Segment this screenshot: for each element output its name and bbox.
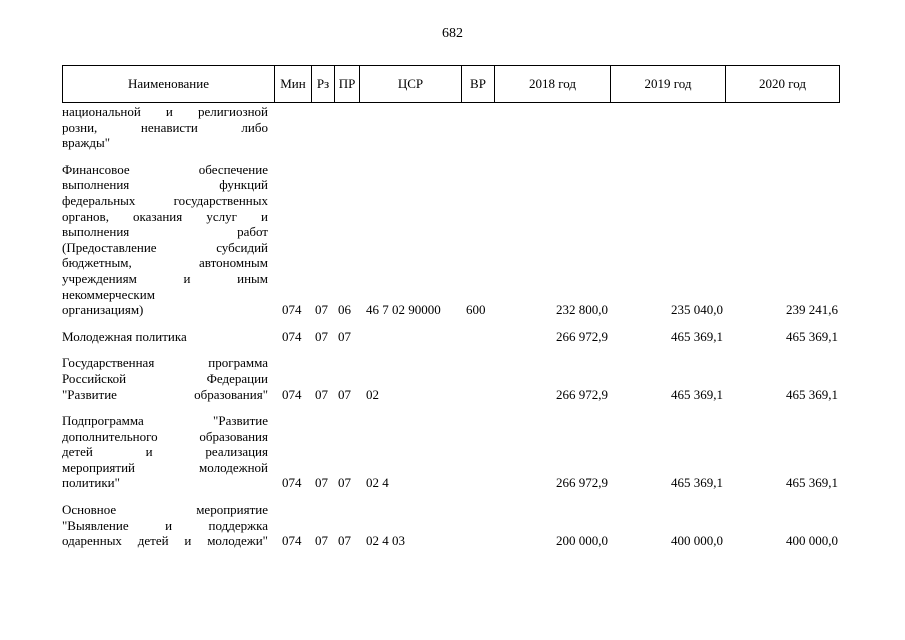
row-name-line: организациям) [62, 302, 144, 318]
row-name-line: Подпрограмма "Развитие [62, 413, 268, 429]
cell-rz: 07 [315, 328, 328, 344]
row-name [62, 355, 268, 402]
row-name [62, 162, 268, 318]
cell-2020: 239 241,6 [786, 302, 838, 318]
cell-rz: 07 [315, 533, 328, 549]
header-2019: 2019 год [610, 66, 725, 102]
cell-min: 074 [282, 386, 302, 402]
cell-2018: 266 972,9 [556, 328, 608, 344]
cell-2019: 465 369,1 [671, 475, 723, 491]
header-2020: 2020 год [725, 66, 840, 102]
cell-2019: 465 369,1 [671, 386, 723, 402]
cell-pr: 07 [338, 533, 351, 549]
row-name-line: Российской Федерации [62, 370, 268, 386]
header-2018: 2018 год [494, 66, 610, 102]
cell-min: 074 [282, 328, 302, 344]
row-name-line: мероприятий молодежной [62, 459, 268, 475]
row-name-line: органов, оказания услуг и [62, 208, 268, 224]
table-row [62, 413, 840, 491]
cell-pr: 07 [338, 475, 351, 491]
row-name-line: учреждениям и иным [62, 270, 268, 286]
cell-2020: 465 369,1 [786, 475, 838, 491]
cell-2018: 232 800,0 [556, 302, 608, 318]
row-name-line: "Развитие образования" [62, 386, 268, 402]
cell-rz: 07 [315, 302, 328, 318]
row-name-line: федеральных государственных [62, 192, 268, 208]
row-name-line: Финансовое обеспечение [62, 161, 268, 177]
row-name-line: Государственная программа [62, 355, 268, 371]
cell-rz: 07 [315, 475, 328, 491]
row-name [62, 413, 268, 491]
table-row [62, 162, 840, 318]
row-name-line: дополнительного образования [62, 428, 268, 444]
header-rz: Рз [311, 66, 334, 102]
cell-2019: 465 369,1 [671, 328, 723, 344]
cell-2018: 266 972,9 [556, 386, 608, 402]
cell-csr: 02 4 [366, 475, 389, 491]
header-min: Мин [274, 66, 311, 102]
cell-min: 074 [282, 302, 302, 318]
cell-2020: 465 369,1 [786, 386, 838, 402]
table-row [62, 502, 840, 549]
cell-min: 074 [282, 533, 302, 549]
row-name [62, 104, 268, 151]
row-name-line: розни, ненависти либо [62, 119, 268, 135]
row-name-line: детей и реализация [62, 444, 268, 460]
row-name-line: выполнения функций [62, 177, 268, 193]
row-name-line: Основное мероприятие [62, 502, 268, 518]
row-name [62, 329, 268, 345]
row-name-line: одаренных детей и молодежи" [62, 533, 268, 549]
cell-csr: 46 7 02 90000 [366, 302, 441, 318]
table-row [62, 329, 840, 345]
cell-2018: 200 000,0 [556, 533, 608, 549]
cell-2018: 266 972,9 [556, 475, 608, 491]
header-csr: ЦСР [359, 66, 461, 102]
table-row [62, 104, 840, 151]
header-name: Наименование [62, 66, 274, 102]
cell-pr: 07 [338, 386, 351, 402]
table-header [62, 65, 840, 103]
header-pr: ПР [334, 66, 359, 102]
row-name [62, 502, 268, 549]
row-name-line: вражды" [62, 135, 111, 151]
cell-vr: 600 [466, 302, 486, 318]
cell-min: 074 [282, 475, 302, 491]
row-name-line: некоммерческим [62, 286, 155, 302]
table-body [62, 104, 840, 560]
cell-csr: 02 [366, 386, 379, 402]
row-name-line: (Предоставление субсидий [62, 239, 268, 255]
cell-csr: 02 4 03 [366, 533, 405, 549]
cell-2019: 400 000,0 [671, 533, 723, 549]
row-name-line: бюджетным, автономным [62, 255, 268, 271]
row-name-line: национальной и религиозной [62, 104, 268, 119]
row-name-line: выполнения работ [62, 224, 268, 240]
cell-2020: 400 000,0 [786, 533, 838, 549]
cell-2019: 235 040,0 [671, 302, 723, 318]
row-name-line: "Выявление и поддержка [62, 517, 268, 533]
cell-pr: 06 [338, 302, 351, 318]
cell-rz: 07 [315, 386, 328, 402]
cell-2020: 465 369,1 [786, 328, 838, 344]
page-number: 682 [442, 26, 463, 41]
header-vr: ВР [461, 66, 494, 102]
cell-pr: 07 [338, 328, 351, 344]
row-name-line: политики" [62, 475, 120, 491]
table-row [62, 355, 840, 402]
row-name-line: Молодежная политика [62, 328, 187, 344]
